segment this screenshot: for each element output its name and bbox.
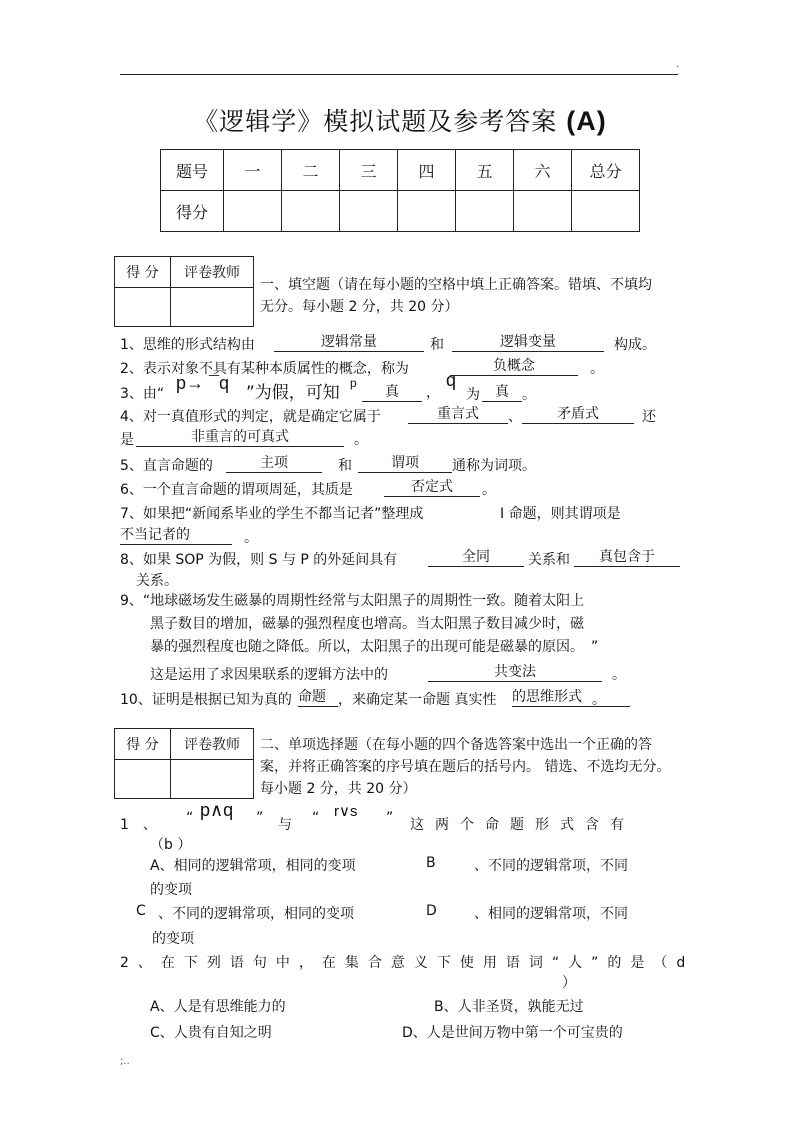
score-table-cell: 五 [456, 150, 514, 191]
choice-q1-stem: 这两个命题形式含有 [410, 817, 635, 833]
choice-q2-option-d: D、人是世间万物中第一个可宝贵的 [402, 1025, 623, 1041]
fill-q10-answer-1: 命题 [298, 689, 338, 707]
score-table-cell: 一 [224, 150, 282, 191]
fill-q1: 1、思维的形式结构由 [120, 337, 255, 353]
score-table-cell: 总分 [572, 150, 640, 191]
score-table-cell: 六 [514, 150, 572, 191]
fill-q4-post2: 。 [354, 432, 368, 448]
choice-q2-option-b: B、人非圣贤，孰能无过 [434, 999, 584, 1015]
fill-q7-post: 。 [244, 530, 258, 546]
choice-q2-option-c: C、人贵有自知之明 [150, 1025, 272, 1041]
choice-q1-yu: 与 [278, 817, 292, 833]
fill-q6-answer-1: 否定式 [384, 479, 480, 497]
fill-q2: 2、表示对象不具有某种本质属性的概念，称为 [120, 361, 409, 377]
choice-q1-option-c: 、不同的逻辑常项，相同的变项 [158, 906, 354, 922]
fill-q9-post: 。 [612, 667, 626, 683]
choice-q1-quote: “ [186, 810, 194, 826]
fill-q4-line2: 是 [120, 432, 134, 448]
fill-q10-answer-2: 的思维形式 [512, 689, 630, 707]
fill-q3-mid: ”为假，可知 [246, 383, 340, 403]
choice-q1-option-b-label: B [426, 855, 436, 871]
choice-q2-close: ） [562, 975, 576, 991]
fill-q2-answer-1: 负概念 [450, 358, 578, 376]
fill-q4-answer-2: 矛盾式 [522, 406, 634, 424]
corner-mark-bottom: ;.. [120, 1056, 130, 1067]
fill-q3-sym-p: p [350, 376, 357, 390]
fill-q7-answer-1: 不当记者的 [120, 527, 232, 545]
grader-score-cell [115, 288, 171, 327]
fill-q10: 10、证明是根据已知为真的 [120, 692, 292, 708]
fill-q6-post: 。 [482, 482, 496, 498]
choice-q1-option-d-cont: 的变项 [152, 931, 194, 947]
fill-q2-post: 。 [590, 361, 604, 377]
fill-q5: 5、直言命题的 [120, 458, 213, 474]
choice-q1-formula-2: r∨s [334, 803, 358, 820]
header-rule [120, 74, 678, 75]
fill-q9: 9、“地球磁场发生磁暴的周期性经常与太阳黑子的周期性一致。随着太阳上 黑子数目的增加，磁暴的强烈程度也增高。当太阳黑子数目减少时，磁 暴的强烈程度也随之降低。所以，太阳黑子的出现可能是磁暴的原因。 ” [120, 593, 599, 655]
score-table-cell: 四 [398, 150, 456, 191]
choice-q2-option-a: A、人是有思维能力的 [150, 999, 286, 1015]
corner-mark-top: · [676, 62, 680, 73]
choice-q2-stem: 2、在下列语句中，在集合意义下使用语词“人”的是（d [120, 955, 695, 971]
fill-q8-post: 关系。 [136, 573, 178, 589]
fill-q9-answer-1: 共变法 [428, 664, 602, 682]
score-table [160, 149, 640, 232]
score-table-cell: 题号 [161, 150, 224, 191]
fill-q4-post: 还 [642, 409, 656, 425]
score-table-cell: 得分 [161, 191, 224, 232]
choice-q1-quote: “ [312, 810, 320, 826]
fill-q4: 4、对一真值形式的判定，就是确定它属于 [120, 409, 381, 425]
fill-q10-mid: ，来确定某一命题 真实性 [338, 692, 497, 708]
fill-q5-answer-2: 谓项 [358, 455, 452, 473]
score-cell-5 [456, 191, 514, 232]
section2-grader-box [114, 728, 254, 799]
fill-q3-formula: p→ ¯q [176, 373, 229, 393]
fill-q4-answer-3: 非重言的可真式 [136, 429, 344, 447]
choice-q1-option-a: A、相同的逻辑常项，相同的变项 [150, 858, 356, 874]
fill-q8: 8、如果 SOP 为假，则 S 与 P 的外延间具有 [120, 552, 398, 568]
choice-q1-formula-1: p∧q [200, 800, 234, 820]
score-table-header-row [161, 150, 640, 191]
fill-q1-answer-1: 逻辑常量 [274, 334, 424, 352]
fill-q1-mid: 和 [430, 337, 444, 353]
fill-q3-sym-q: q [446, 370, 457, 390]
choice-q1-quote: ” [386, 810, 394, 826]
fill-q3-wei: 为 [466, 387, 480, 403]
section2-instructions: 二、单项选择题（在每小题的四个备选答案中选出一个正确的答 案，并将正确答案的序号填在题后的括号内。 错选、不选均无分。 每小题 2 分，共 20 分） [260, 737, 671, 797]
fill-q6: 6、一个直言命题的谓项周延，其质是 [120, 482, 353, 498]
fill-q8-answer-2: 真包含于 [574, 549, 680, 567]
choice-q1-option-c-label: C [136, 903, 146, 919]
fill-q5-post: 通称为词项。 [452, 458, 536, 474]
page-title: 《逻辑学》模拟试题及参考答案 (A) [193, 106, 607, 136]
fill-q4-sep: 、 [508, 409, 522, 425]
score-table-cell: 二 [282, 150, 340, 191]
fill-q5-mid: 和 [338, 458, 352, 474]
fill-q3-post: 。 [522, 387, 536, 403]
score-cell-3 [340, 191, 398, 232]
title-suffix: (A) [566, 106, 607, 136]
fill-q3: 3、由“ [120, 386, 165, 402]
grader-score-label: 得 分 [115, 729, 171, 760]
fill-q10-post: 。 [592, 692, 606, 708]
grader-score-label: 得 分 [115, 257, 171, 288]
fill-q7-mid: I 命题，则其谓项是 [500, 506, 621, 522]
score-cell-1 [224, 191, 282, 232]
fill-q3-answer-1: 真 [362, 384, 422, 402]
score-cell-total [572, 191, 640, 232]
choice-q1-option-b: 、不同的逻辑常项，不同 [474, 858, 628, 874]
grader-teacher-label: 评卷教师 [171, 257, 254, 288]
fill-q7: 7、如果把“新闻系毕业的学生不都当记者”整理成 [120, 506, 424, 522]
fill-q5-answer-1: 主项 [226, 455, 322, 473]
score-cell-6 [514, 191, 572, 232]
score-table-score-row [161, 191, 640, 232]
fill-q4-answer-1: 重言式 [408, 406, 508, 424]
fill-q1-post: 构成。 [614, 337, 656, 353]
score-cell-4 [398, 191, 456, 232]
score-table-cell: 三 [340, 150, 398, 191]
choice-q1-number: 1 、 [120, 817, 157, 833]
choice-q1-option-d: 、相同的逻辑常项，不同 [474, 906, 628, 922]
fill-q9-line4: 这是运用了求因果联系的逻辑方法中的 [150, 667, 388, 683]
fill-q3-answer-2: 真 [482, 384, 522, 402]
choice-q1-quote: ” [256, 810, 264, 826]
section1-grader-box [114, 256, 254, 327]
grader-teacher-cell [171, 760, 254, 799]
choice-q1-option-b-cont: 的变项 [150, 882, 192, 898]
choice-q1-option-d-label: D [426, 903, 437, 919]
score-cell-2 [282, 191, 340, 232]
grader-score-cell [115, 760, 171, 799]
section1-instructions: 一、填空题（请在每小题的空格中填上正确答案。错填、不填均 无分。每小题 2 分，共 20 分） [260, 277, 652, 315]
fill-q1-answer-2: 逻辑变量 [452, 334, 604, 352]
fill-q8-mid: 关系和 [528, 552, 570, 568]
grader-teacher-label: 评卷教师 [171, 729, 254, 760]
fill-q3-comma: ， [426, 385, 440, 401]
choice-q1-answer: （b ） [150, 837, 192, 853]
grader-teacher-cell [171, 288, 254, 327]
fill-q8-answer-1: 全同 [428, 549, 524, 567]
